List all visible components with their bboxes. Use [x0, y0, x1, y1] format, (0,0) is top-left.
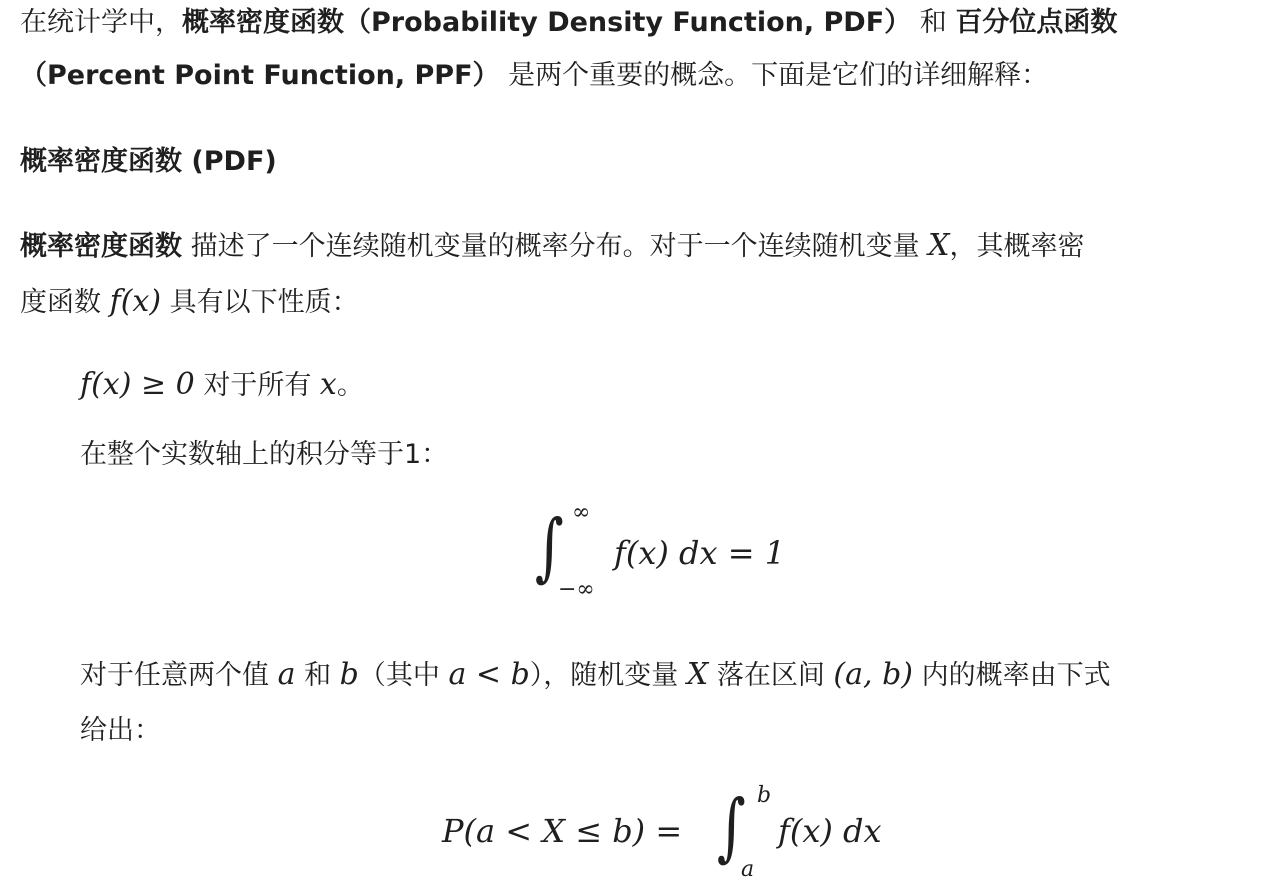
property-1-math: f(x) ≥ 0	[80, 367, 195, 402]
description-term: 概率密度函数	[20, 231, 182, 262]
interval-math: (a, b)	[833, 657, 913, 692]
var-a: a	[277, 657, 296, 692]
condition-math: a < b	[448, 657, 530, 692]
property-3-text: 对于任意两个值	[80, 660, 278, 691]
property-3-text: （其中	[358, 660, 449, 691]
integral-lower-limit: −∞	[558, 577, 595, 602]
var-X: X	[928, 228, 950, 263]
pdf-term: 概率密度函数（Probability Density Function, PDF）	[182, 7, 912, 38]
property-1	[80, 365, 364, 406]
formula-1-body: f(x) dx = 1	[614, 534, 786, 572]
intro-line-1	[20, 3, 1117, 43]
integral-upper-limit: ∞	[572, 500, 591, 525]
integral-lower-limit: a	[741, 857, 755, 882]
integral-sign: ∫	[716, 784, 746, 870]
var-X-2: X	[686, 657, 709, 692]
description-text: 描述了一个连续随机变量的概率分布。对于一个连续随机变量	[182, 231, 929, 262]
property-3-text: 内的概率由下式	[912, 660, 1111, 691]
integral-upper-limit: b	[757, 783, 772, 808]
intro-prefix: 在统计学中，	[20, 7, 182, 38]
property-3-text: 给出：	[80, 715, 161, 746]
intro-line-2	[20, 56, 1048, 96]
property-3-text: 和	[295, 660, 340, 691]
description-text: ，其概率密	[949, 231, 1085, 262]
property-1-text: 对于所有	[194, 370, 320, 401]
property-2	[80, 435, 448, 475]
property-2-text: 在整个实数轴上的积分等于1：	[80, 439, 449, 470]
section-heading-bold: 概率密度函数	[20, 146, 182, 177]
intro-suffix: 是两个重要的概念。下面是它们的详细解释：	[499, 60, 1049, 91]
ppf-term: 百分位点函数	[955, 7, 1118, 38]
property-3-text: 落在区间	[708, 660, 834, 691]
formula-2-lhs: P(a < X ≤ b) =	[442, 812, 683, 850]
property-3-line-2	[80, 711, 161, 751]
property-1-end: 。	[336, 370, 364, 401]
description-line-1	[20, 226, 1085, 267]
description-line-2	[20, 282, 359, 323]
var-b: b	[339, 657, 359, 692]
property-3-line-1	[80, 655, 1111, 696]
section-heading-rest: (PDF)	[182, 146, 277, 177]
description-text: 度函数	[20, 287, 110, 318]
ppf-term-full: （Percent Point Function, PPF）	[20, 60, 500, 91]
section-heading	[20, 142, 277, 182]
formula-2-body: f(x) dx	[778, 812, 882, 850]
description-text: 具有以下性质：	[161, 287, 359, 318]
intro-and: 和	[911, 7, 956, 38]
property-1-var: x	[319, 367, 337, 402]
fx-math: f(x)	[109, 284, 162, 319]
integral-sign: ∫	[534, 504, 564, 590]
property-3-text: ），随机变量	[529, 660, 687, 691]
